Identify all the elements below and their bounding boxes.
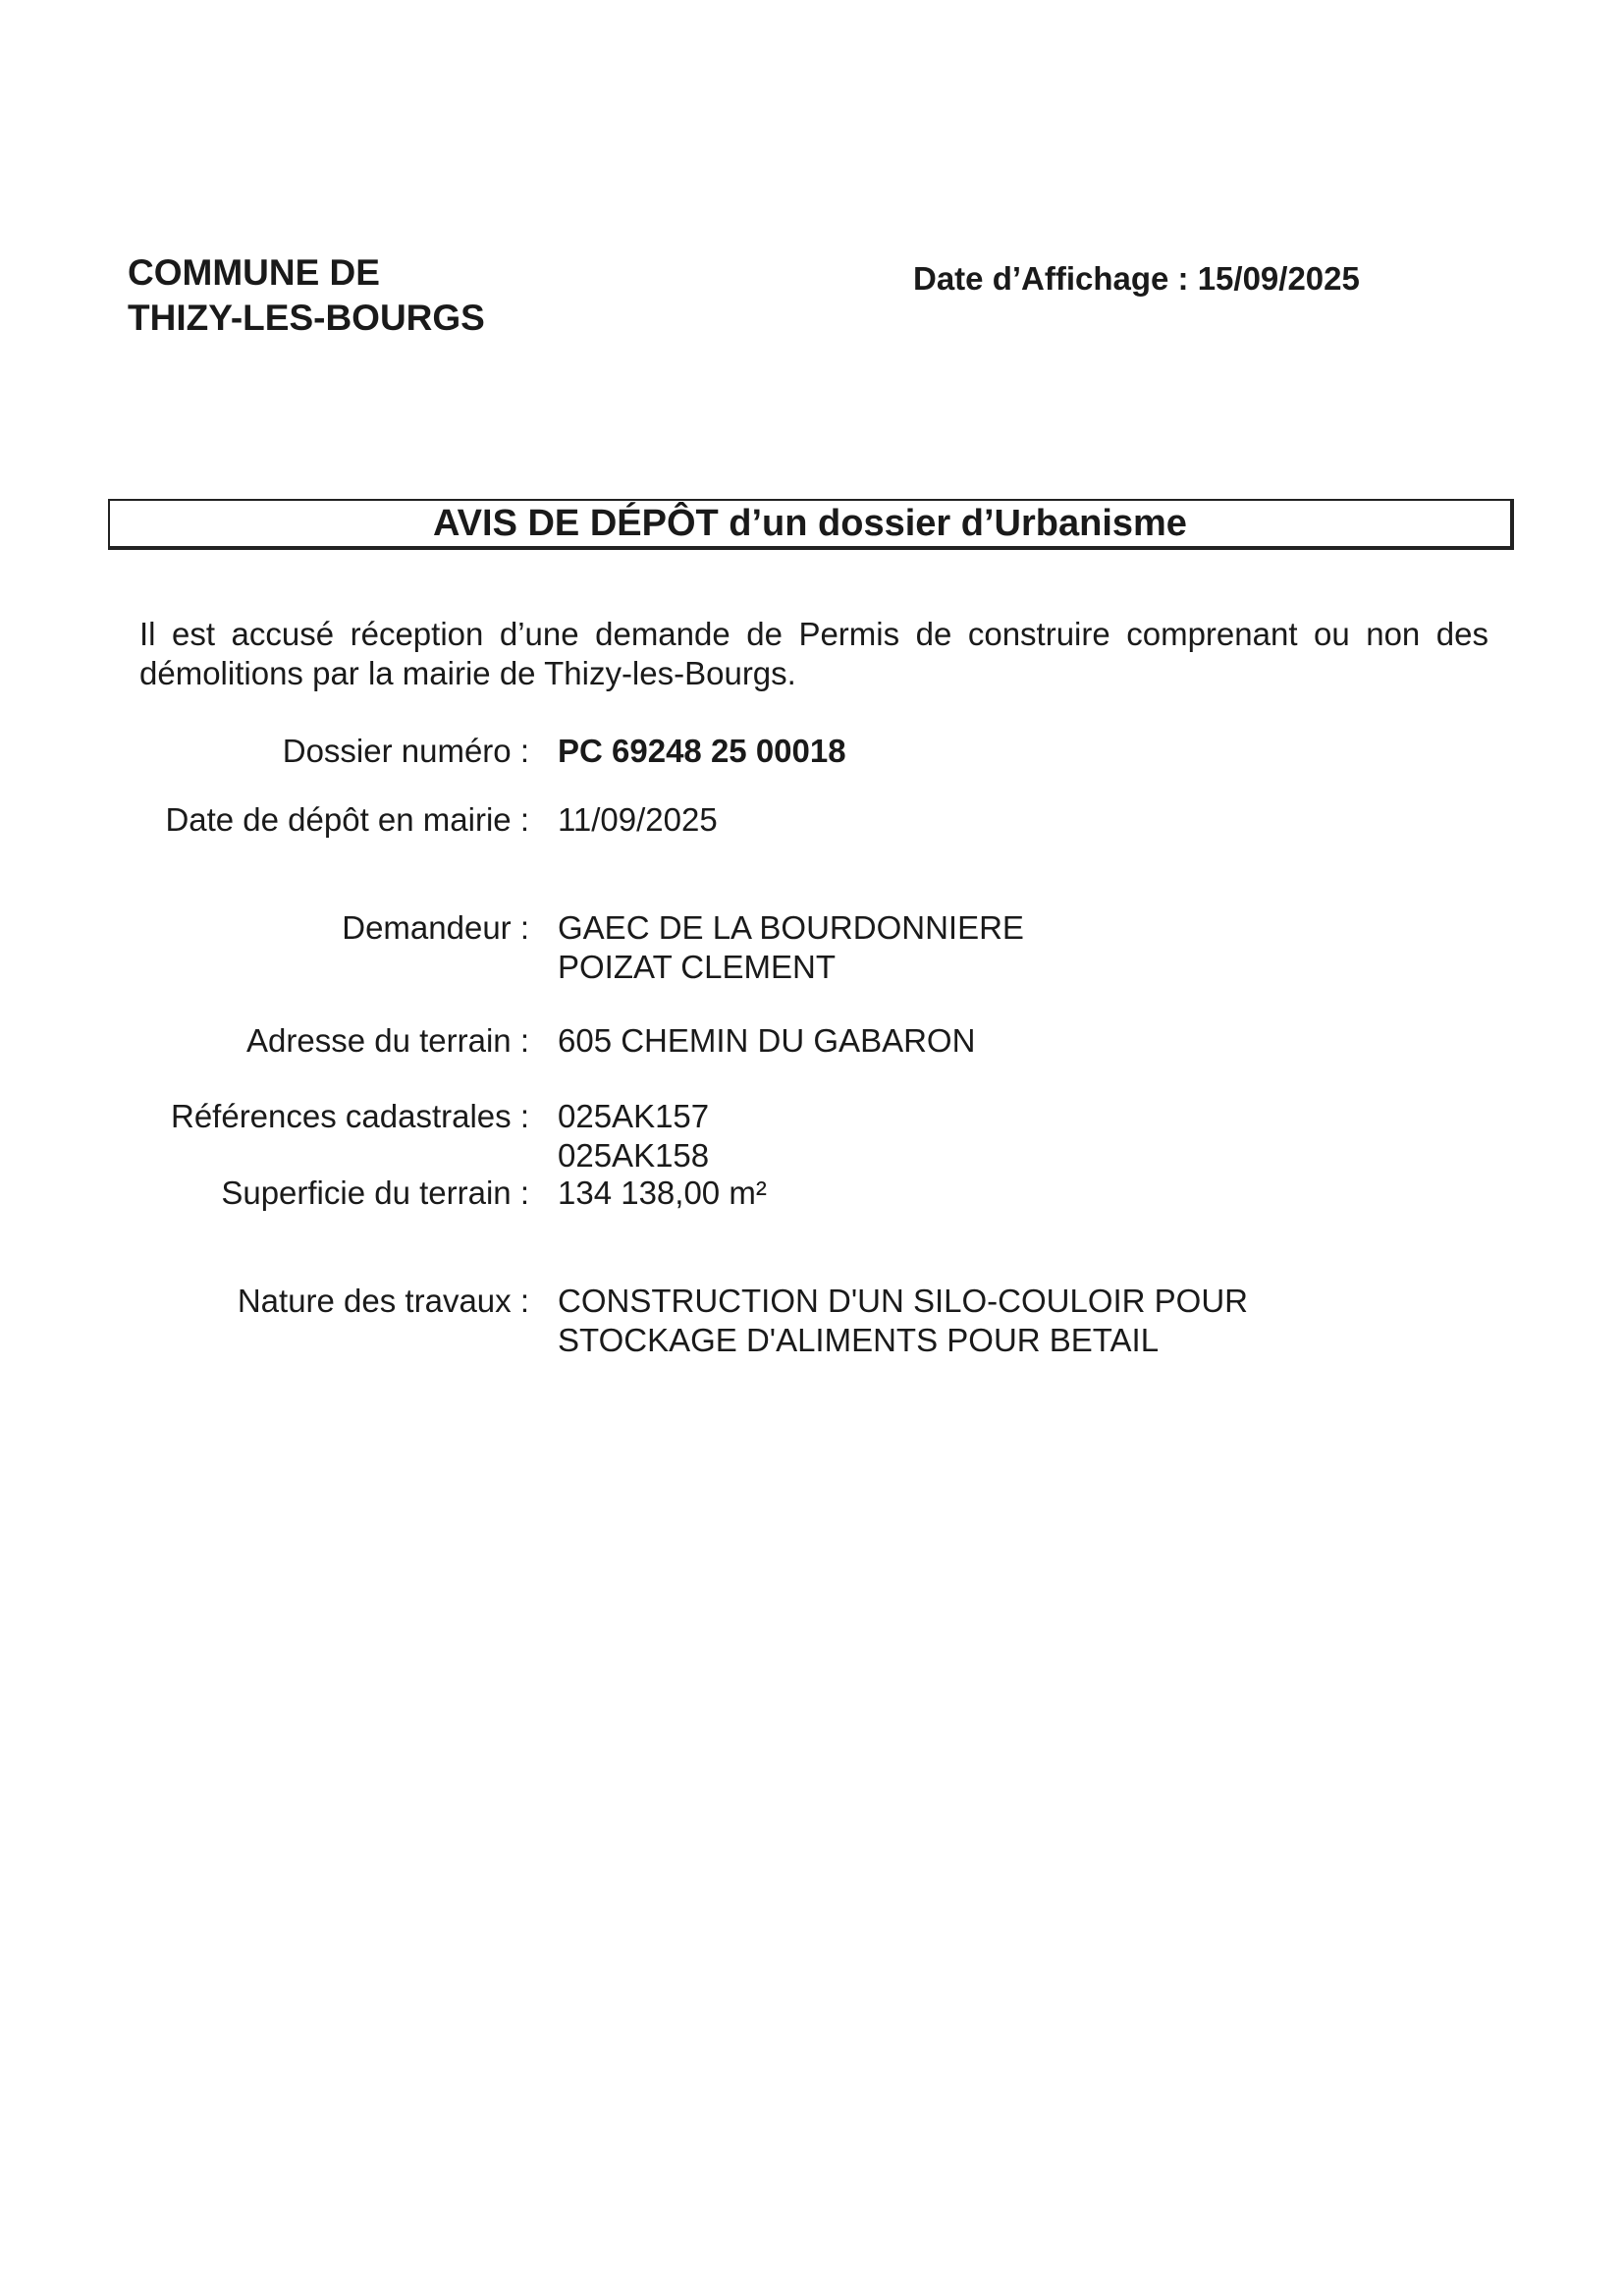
references-label: Références cadastrales : xyxy=(170,1098,529,1134)
demandeur-line-2: POIZAT CLEMENT xyxy=(558,949,836,985)
superficie-label: Superficie du terrain : xyxy=(221,1175,529,1211)
adresse-value: 605 CHEMIN DU GABARON xyxy=(558,1022,976,1059)
demandeur-value xyxy=(558,908,1024,987)
commune-line-2: THIZY-LES-BOURGS xyxy=(128,298,485,338)
reference-line-2: 025AK158 xyxy=(558,1137,710,1174)
intro-paragraph xyxy=(139,615,1488,693)
intro-line-1: Il est accusé réception d’une demande de Permis de construire comprenant ou non des xyxy=(139,616,1488,652)
nature-line-1: CONSTRUCTION D'UN SILO-COULOIR POUR xyxy=(558,1283,1249,1319)
commune-name xyxy=(128,250,485,341)
nature-value xyxy=(558,1282,1248,1360)
nature-label: Nature des travaux : xyxy=(237,1283,529,1319)
notice-title-box xyxy=(108,499,1514,550)
superficie-value: 134 138,00 m² xyxy=(558,1175,767,1211)
date-depot-value: 11/09/2025 xyxy=(558,801,718,838)
dossier-value: PC 69248 25 00018 xyxy=(558,733,846,769)
date-affichage: Date d’Affichage : 15/09/2025 xyxy=(913,260,1360,297)
commune-line-1: COMMUNE DE xyxy=(128,252,380,293)
dossier-label: Dossier numéro : xyxy=(282,733,529,769)
adresse-label: Adresse du terrain : xyxy=(246,1022,529,1059)
date-depot-label: Date de dépôt en mairie : xyxy=(165,801,529,838)
demandeur-line-1: GAEC DE LA BOURDONNIERE xyxy=(558,909,1024,946)
notice-title: AVIS DE DÉPÔT d’un dossier d’Urbanisme xyxy=(433,503,1187,544)
demandeur-label: Demandeur : xyxy=(342,909,529,946)
intro-line-2: démolitions par la mairie de Thizy-les-Bourgs. xyxy=(139,655,796,691)
reference-line-1: 025AK157 xyxy=(558,1098,710,1134)
nature-line-2: STOCKAGE D'ALIMENTS POUR BETAIL xyxy=(558,1322,1160,1358)
references-value xyxy=(558,1097,709,1175)
